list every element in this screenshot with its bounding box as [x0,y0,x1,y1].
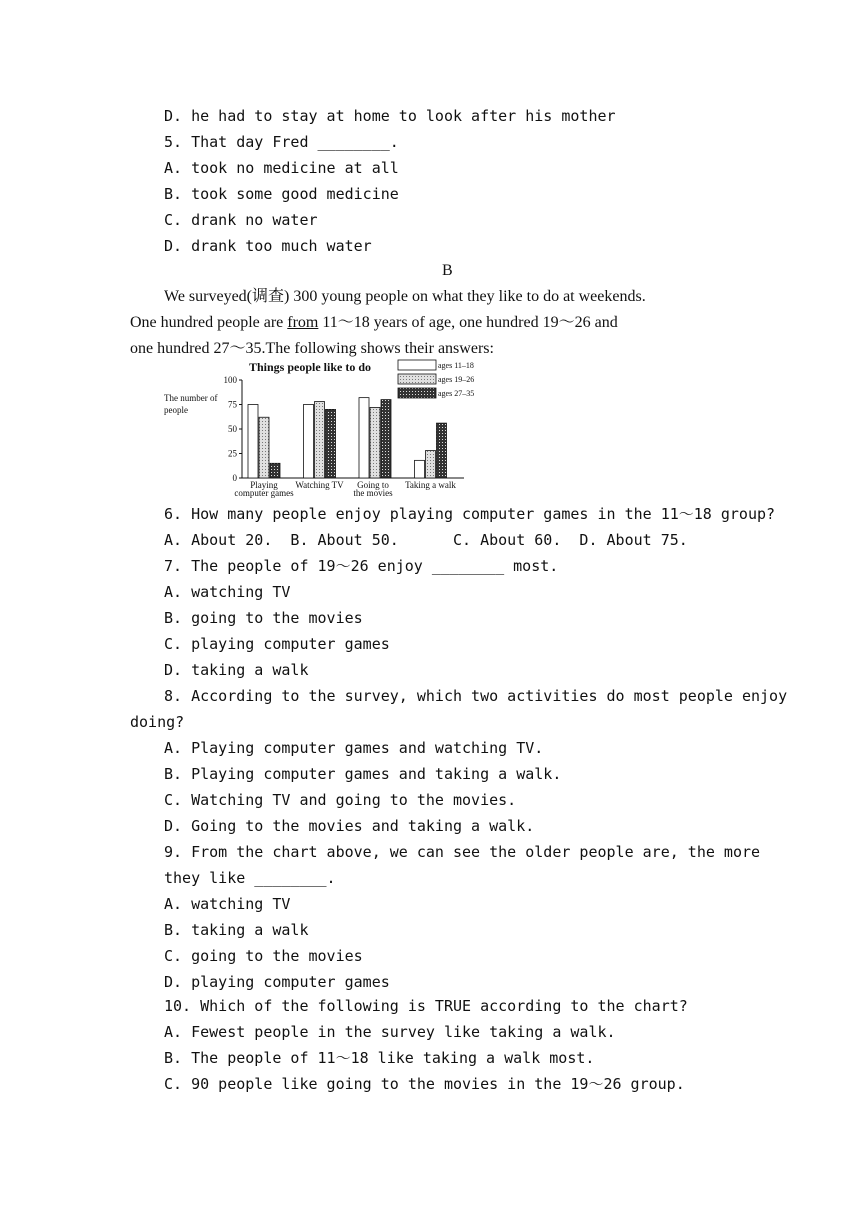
question-6-stem: 6. How many people enjoy playing computer games in the 11～18 group? [164,505,776,523]
y-axis-label-line-1: The number of [164,393,218,403]
question-7-option-c: C. playing computer games [164,635,390,653]
question-7-stem: 7. The people of 19～26 enjoy ________ most. [164,557,559,575]
x-tick-label-2-line-2: the movies [353,488,393,498]
passage-line-2 [130,313,618,333]
bar-1-1 [315,402,325,478]
x-tick-label-1: Watching TV [295,480,344,490]
legend-label-2: ages 27–35 [438,389,475,398]
passage-line-2-end: 11～18 years of age, one hundred 19～26 and [318,314,618,331]
y-tick-label-0: 0 [232,473,237,483]
question-7-option-a: A. watching TV [164,583,291,601]
passage-line-2-start: One hundred people are [130,314,288,331]
passage-line-1: We surveyed(调查) 300 young people on what they like to do at weekends. [164,288,646,305]
question-5-option-a: A. took no medicine at all [164,159,399,177]
bar-1-0 [304,405,314,479]
section-title: B [442,262,453,279]
bar-0-1 [259,417,269,478]
question-9-option-a: A. watching TV [164,895,291,913]
question-5-stem: 5. That day Fred ________. [164,133,399,151]
question-9-stem-line-1: 9. From the chart above, we can see the older people are, the more [164,843,761,861]
question-8-option-c: C. Watching TV and going to the movies. [164,791,517,809]
question-8-option-a: A. Playing computer games and watching TV. [164,739,544,757]
bar-2-0 [359,398,369,478]
question-9-option-c: C. going to the movies [164,947,363,965]
question-10-stem: 10. Which of the following is TRUE according to the chart? [164,997,688,1015]
y-tick-label-4: 100 [223,375,237,385]
bar-2-2 [381,400,391,478]
question-9-stem-line-2: they like ________. [164,869,336,887]
bar-0-2 [270,463,280,478]
y-tick-label-1: 25 [228,448,237,459]
bar-3-2 [437,423,447,478]
bar-2-1 [370,407,380,478]
y-tick-label-2: 50 [228,424,237,434]
legend-label-1: ages 19–26 [438,375,475,384]
question-10-option-c: C. 90 people like going to the movies in the 19～26 group. [164,1075,685,1093]
question-9-option-b: B. taking a walk [164,921,309,939]
question-8-stem-line-2: doing? [130,713,185,731]
question-8-option-b: B. Playing computer games and taking a walk. [164,765,562,783]
x-tick-label-3: Taking a walk [405,480,456,490]
legend-swatch-2 [398,388,436,398]
question-4-option-d: D. he had to stay at home to look after his mother [164,107,616,125]
legend-label-0: ages 11–18 [438,361,474,370]
question-7-option-d: D. taking a walk [164,661,309,679]
underlined-word: from [287,314,319,331]
question-8-option-d: D. Going to the movies and taking a walk. [164,817,535,835]
chart-title: Things people like to do [248,360,372,374]
bar-1-2 [326,409,336,478]
question-5-option-b: B. took some good medicine [164,185,399,203]
question-10-option-a: A. Fewest people in the survey like taking a walk. [164,1023,616,1041]
question-7-option-b: B. going to the movies [164,609,363,627]
passage-line-3: one hundred 27～35.The following shows their answers: [130,340,494,357]
legend-swatch-1 [398,374,436,384]
question-6-options: A. About 20. B. About 50. C. About 60. D. About 75. [164,531,688,549]
y-tick-label-3: 75 [228,399,237,410]
question-5-option-d: D. drank too much water [164,237,372,255]
question-5-option-c: C. drank no water [164,211,318,229]
x-tick-label-0-line-2: computer games [234,488,294,498]
y-axis-label-line-2: people [164,405,188,415]
question-9-option-d: D. playing computer games [164,973,390,991]
question-10-option-b: B. The people of 11～18 like taking a walk most. [164,1049,595,1067]
x-tick-label-0: Playing [250,480,278,490]
question-8-stem-line-1: 8. According to the survey, which two activities do most people enjoy [164,687,788,705]
x-tick-label-2: Going to [357,480,389,490]
bar-3-1 [426,451,436,478]
bar-0-0 [248,405,258,479]
bar-3-0 [415,460,425,478]
bar-chart [160,358,480,498]
legend-swatch-0 [398,360,436,370]
